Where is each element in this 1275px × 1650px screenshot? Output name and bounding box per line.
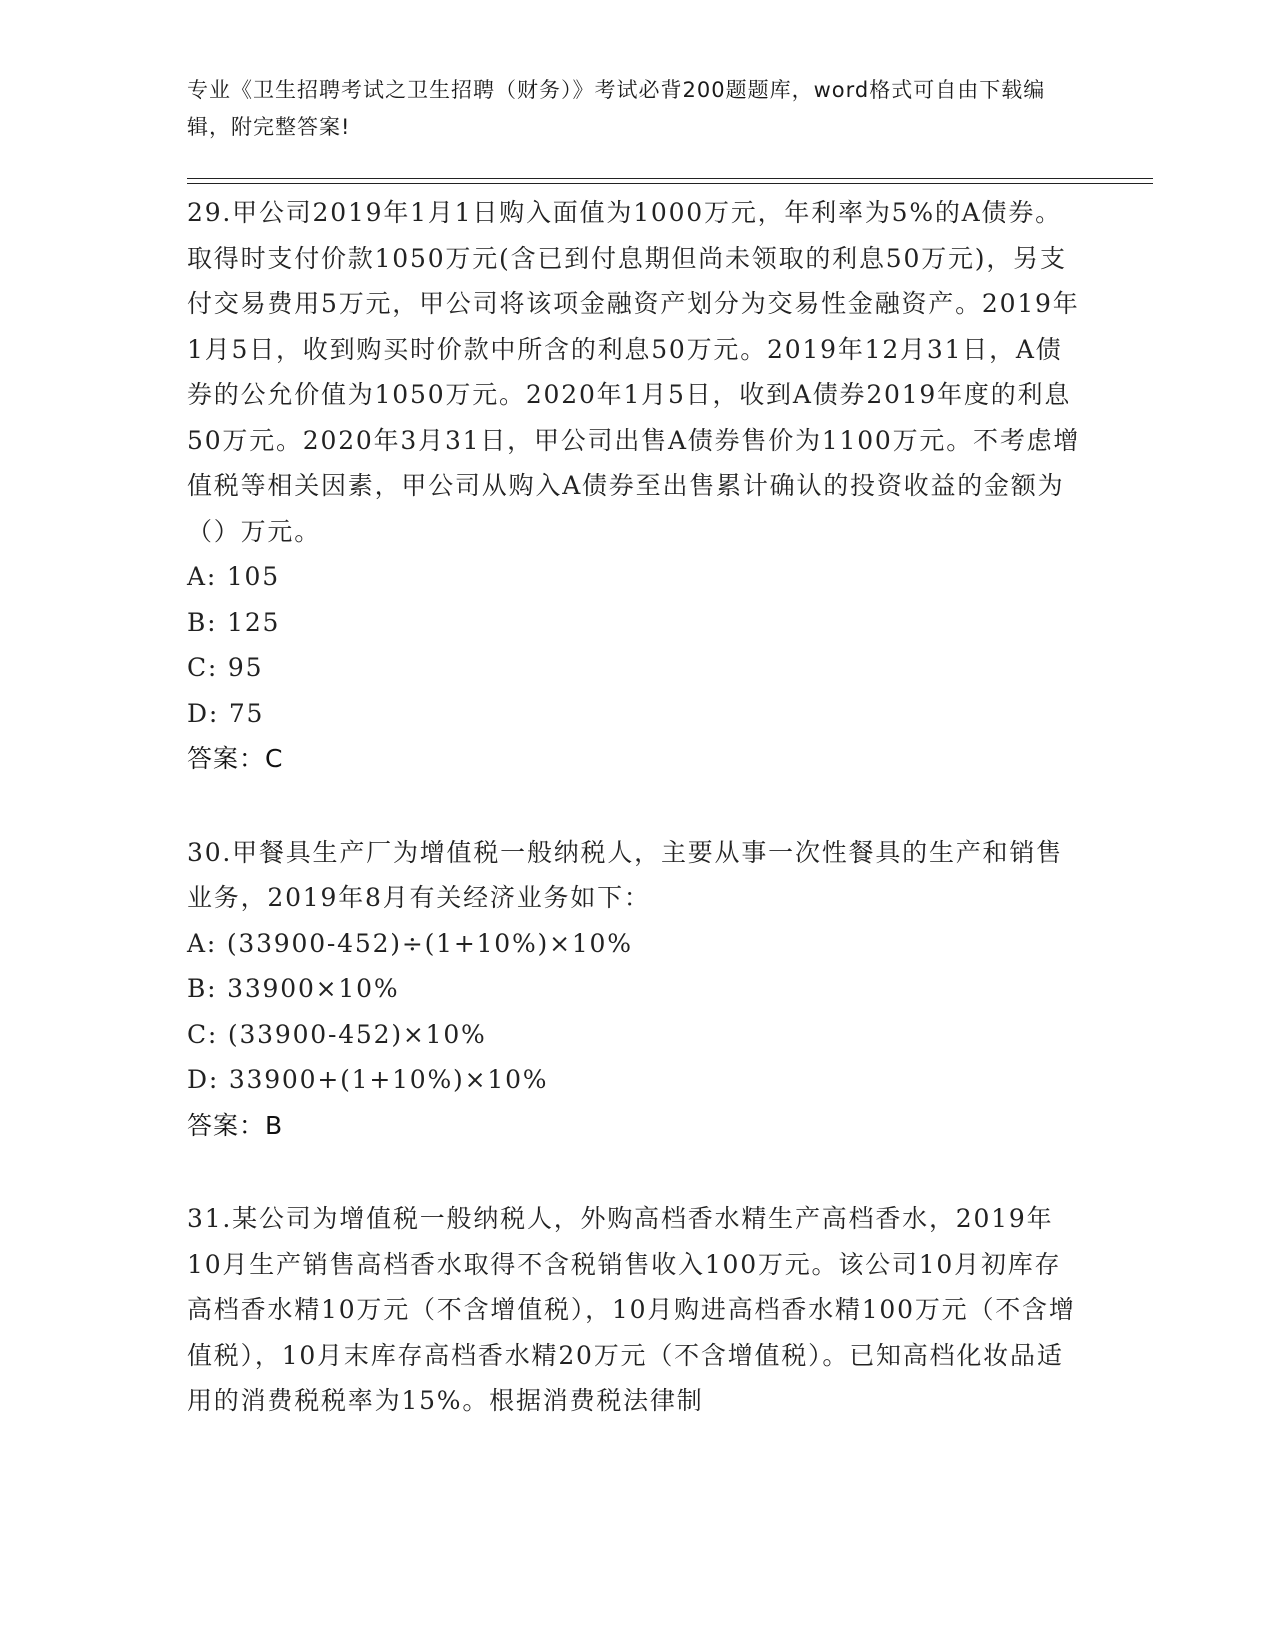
question-29 <box>187 190 1087 782</box>
question-text: 31.某公司为增值税一般纳税人，外购高档香水精生产高档香水，2019年10月生产销售高档香水取得不含税销售收入100万元。该公司10月初库存高档香水精10万元（不含增值税），10月购进高档香水精100万元（不含增值税），10月末库存高档香水精20万元（不含增值税）。已知高档化妆品适用的消费税税率为15%。根据消费税法律制 <box>187 1204 1076 1415</box>
question-text: 29.甲公司2019年1月1日购入面值为1000万元，年利率为5%的A债券。取得时支付价款1050万元(含已到付息期但尚未领取的利息50万元)，另支付交易费用5万元，甲公司将该项金融资产划分为交易性金融资产。2019年1月5日，收到购买时价款中所含的利息50万元。2019年12月31日，A债券的公允价值为1050万元。2020年1月5日，收到A债券2019年度的利息50万元。2020年3月31日，甲公司出售A债券售价为1100万元。不考虑增值税等相关因素，甲公司从购入A债券至出售累计确认的投资收益的金额为（）万元。 <box>187 198 1081 546</box>
question-text: 30.甲餐具生产厂为增值税一般纳税人，主要从事一次性餐具的生产和销售业务，2019年8月有关经济业务如下： <box>187 837 1063 912</box>
question-30 <box>187 830 1087 1149</box>
header-divider-top <box>187 178 1153 179</box>
option-d: D: 75 <box>187 698 265 728</box>
option-d: D: 33900+(1+10%)×10% <box>187 1065 549 1094</box>
page-header <box>187 72 1067 146</box>
question-31 <box>187 1196 1087 1424</box>
option-c: C: (33900-452)×10% <box>187 1019 487 1049</box>
question-list <box>187 190 1087 1424</box>
answer: 答案：B <box>187 1110 284 1140</box>
header-title: 专业《卫生招聘考试之卫生招聘（财务）》考试必背200题题库，word格式可自由下载编辑，附完整答案! <box>187 78 1046 139</box>
option-b: B: 33900×10% <box>187 974 400 1003</box>
option-c: C: 95 <box>187 653 264 682</box>
header-divider-bottom <box>187 183 1153 184</box>
answer: 答案：C <box>187 744 284 773</box>
option-b: B: 125 <box>187 607 281 637</box>
option-a: A: 105 <box>187 562 280 591</box>
option-a: A: (33900-452)÷(1+10%)×10% <box>187 928 633 958</box>
